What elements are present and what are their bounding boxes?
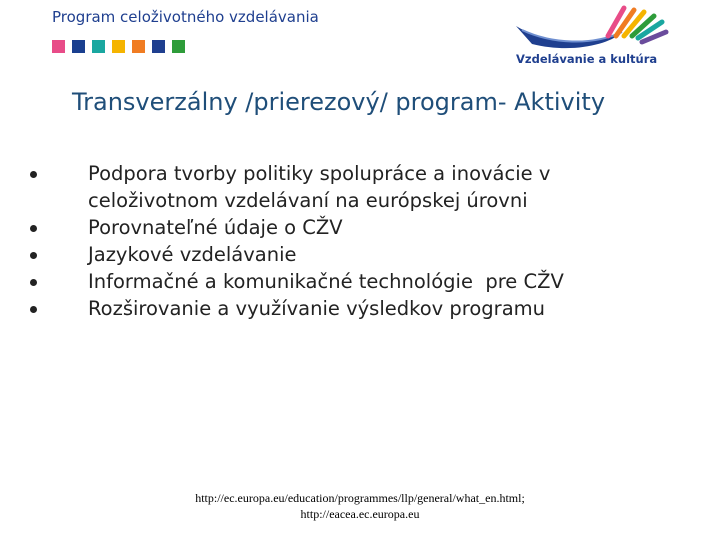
bullet-icon bbox=[30, 171, 37, 178]
list-item bbox=[30, 160, 670, 214]
footer-link[interactable]: http://ec.europa.eu/education/programmes/llp/general/what_en.html; bbox=[195, 491, 525, 505]
bullet-text: Informačné a komunikačné technológie pre CŽV bbox=[88, 270, 564, 293]
list-item bbox=[30, 268, 670, 295]
color-square bbox=[152, 40, 165, 53]
footer-links bbox=[130, 490, 590, 522]
bullet-text: Porovnateľné údaje o CŽV bbox=[88, 216, 343, 239]
color-square bbox=[132, 40, 145, 53]
bullet-icon bbox=[30, 252, 37, 259]
program-title: Program celoživotného vzdelávania bbox=[52, 8, 319, 26]
bullet-icon bbox=[30, 279, 37, 286]
bullet-icon bbox=[30, 225, 37, 232]
list-item bbox=[30, 214, 670, 241]
bullet-text-line: Podpora tvorby politiky spolupráce a inovácie v bbox=[88, 162, 551, 185]
list-item bbox=[30, 241, 670, 268]
slide-title: Transverzálny /prierezový/ program- Aktivity bbox=[72, 88, 606, 116]
list-item bbox=[30, 295, 670, 322]
bullet-text-line: celoživotnom vzdelávaní na európskej úrovni bbox=[88, 189, 528, 212]
bullet-text: Rozširovanie a využívanie výsledkov programu bbox=[88, 297, 545, 320]
color-squares bbox=[52, 40, 185, 53]
color-square bbox=[52, 40, 65, 53]
bullet-list bbox=[30, 160, 670, 322]
color-square bbox=[172, 40, 185, 53]
bullet-text: Jazykové vzdelávanie bbox=[88, 243, 297, 266]
color-square bbox=[72, 40, 85, 53]
logo-text: Vzdelávanie a kultúra bbox=[516, 52, 658, 66]
footer-link[interactable]: http://eacea.ec.europa.eu bbox=[300, 507, 420, 521]
color-square bbox=[92, 40, 105, 53]
color-square bbox=[112, 40, 125, 53]
bullet-icon bbox=[30, 306, 37, 313]
